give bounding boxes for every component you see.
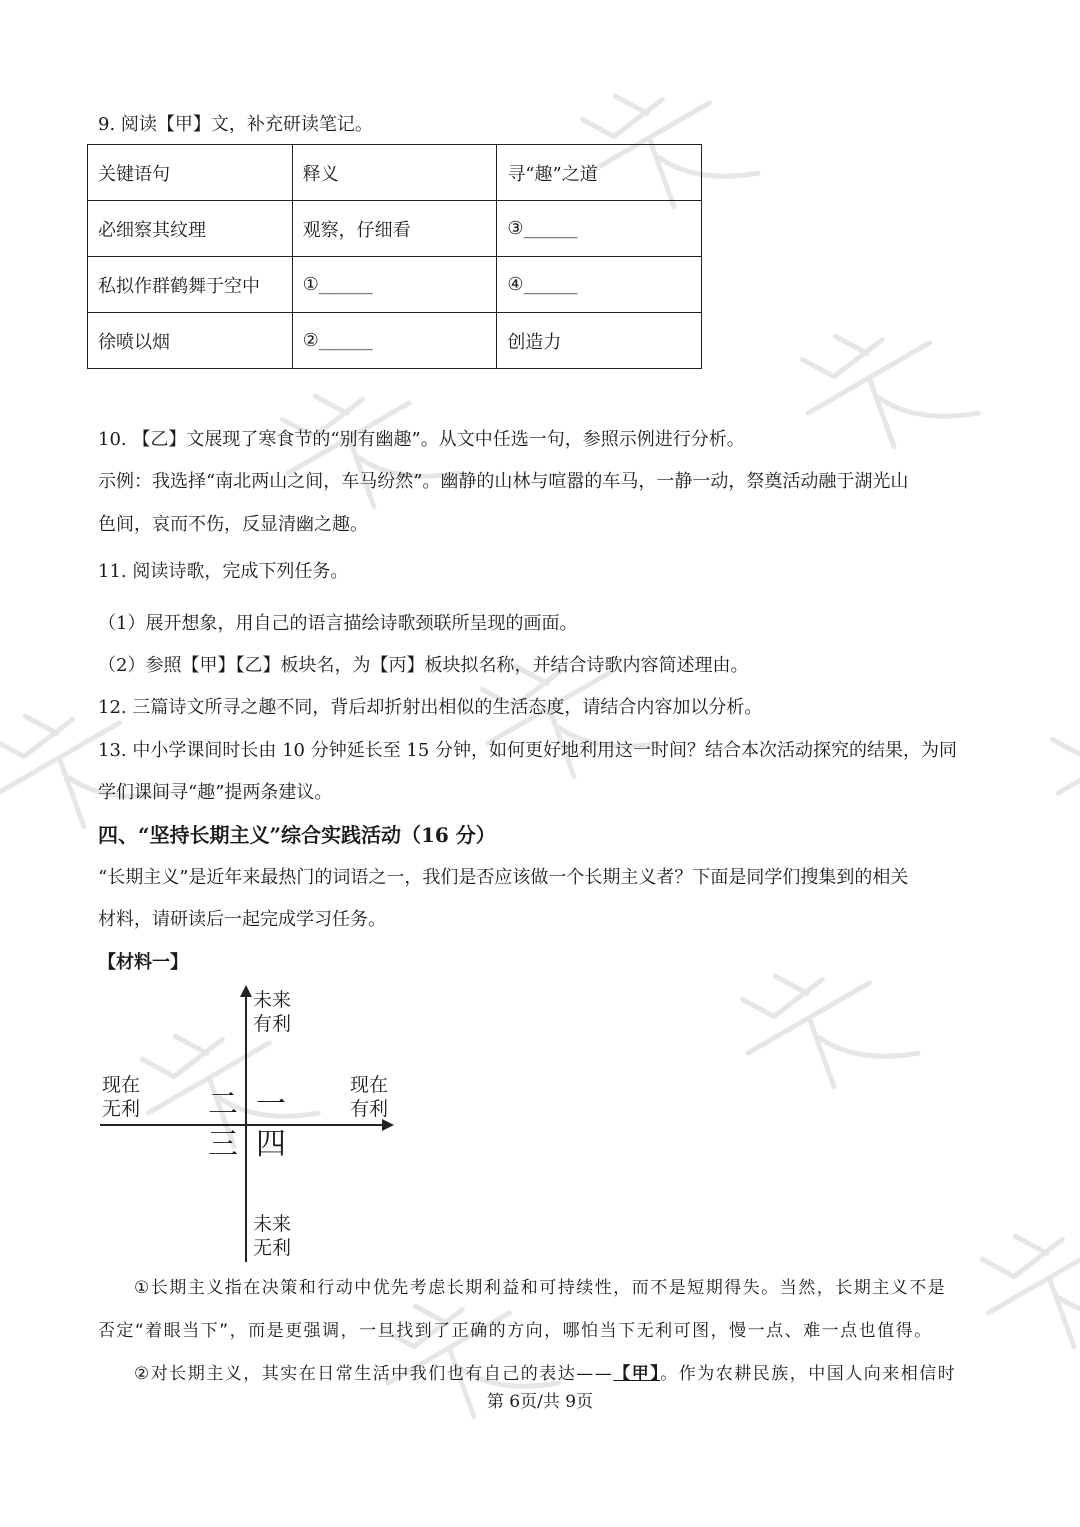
axis-label-top: 未来 有利 [253, 989, 292, 1035]
q11-sub1: （1）展开想象，用自己的语言描绘诗歌颈联所呈现的画面。 [98, 613, 578, 634]
table-cell: 观察，仔细看 [292, 201, 497, 257]
material1-p1-line2: 否定“着眼当下”，而是更强调，一旦找到了正确的方向，哪怕当下无利可图，慢一点、难一点也值得。 [98, 1321, 933, 1341]
quadrant-1: 一 [256, 1087, 286, 1122]
quadrant-2: 二 [208, 1087, 238, 1122]
material1-p2-line1 [134, 1362, 956, 1386]
quadrant-4: 四 [256, 1127, 286, 1162]
q10-prompt: 10. 【乙】文展现了寒食节的“别有幽趣”。从文中任选一句，参照示例进行分析。 [98, 429, 745, 450]
watermark-glyph [782, 294, 978, 484]
watermark-glyph [722, 934, 918, 1124]
q11-sub2: （2）参照【甲】【乙】板块名，为【丙】板块拟名称，并结合诗歌内容简述理由。 [98, 655, 749, 676]
material1-p2-text-a: ②对长期主义，其实在日常生活中我们也有自己的表达—— [134, 1364, 614, 1384]
vertical-axis [245, 990, 247, 1262]
table-header-cell: 释义 [292, 145, 497, 201]
watermark-glyph [1032, 674, 1080, 864]
q10-example-line2: 色间，哀而不伤，反显清幽之趣。 [98, 514, 368, 535]
page-footer: 第 6页/共 9页 [486, 1392, 594, 1412]
axis-label-left: 现在 无利 [102, 1074, 141, 1120]
quadrant-3: 三 [208, 1127, 238, 1162]
material1-p1-line1: ①长期主义指在决策和行动中优先考虑长期利益和可持续性，而不是短期得失。当然，长期主义不是 [134, 1278, 947, 1298]
vertical-axis-arrow [240, 985, 252, 997]
table-row [88, 201, 702, 257]
section-intro-line1: “长期主义”是近年来最热门的词语之一，我们是否应该做一个长期主义者？下面是同学们搜集到的相关 [98, 867, 909, 888]
axis-label-bottom: 未来 无利 [253, 1213, 292, 1259]
q12-prompt: 12. 三篇诗文所寻之趣不同，背后却折射出相似的生活态度，请结合内容加以分析。 [98, 697, 763, 718]
table-cell: ③______ [497, 201, 702, 257]
table-cell: ①______ [292, 257, 497, 313]
q13-line2: 学们课间寻“趣”提两条建议。 [98, 782, 333, 803]
table-cell: ④______ [497, 257, 702, 313]
table-cell: 必细察其纹理 [88, 201, 293, 257]
material1-p2-blank: 【甲】 [613, 1364, 661, 1384]
axis-label-right: 现在 有利 [350, 1074, 389, 1120]
table-cell: 徐喷以烟 [88, 313, 293, 369]
material1-p2-text-b: 。作为农耕民族，中国人向来相信时 [660, 1364, 957, 1384]
table-row [88, 257, 702, 313]
table-row [88, 313, 702, 369]
table-cell: 私拟作群鹤舞于空中 [88, 257, 293, 313]
section-intro-line2: 材料，请研读后一起完成学习任务。 [98, 909, 386, 930]
watermark-glyph [962, 1194, 1080, 1384]
table-header-cell: 寻“趣”之道 [497, 145, 702, 201]
table-header-cell: 关键语句 [88, 145, 293, 201]
horizontal-axis [100, 1124, 385, 1126]
reading-notes-table [87, 144, 702, 369]
q11-prompt: 11. 阅读诗歌，完成下列任务。 [98, 561, 349, 582]
table-cell: ②______ [292, 313, 497, 369]
q10-example-line1: 示例：我选择“南北两山之间，车马纷然”。幽静的山林与喧嚣的车马，一静一动，祭奠活动融于湖光山 [98, 471, 909, 492]
material-label: 【材料一】 [98, 952, 188, 973]
table-header-row [88, 145, 702, 201]
table-cell: 创造力 [497, 313, 702, 369]
q13-line1: 13. 中小学课间时长由 10 分钟延长至 15 分钟，如何更好地利用这一时间？结合本次活动探究的结果，为同 [98, 740, 958, 761]
q9-prompt: 9. 阅读【甲】文，补充研读笔记。 [98, 114, 373, 135]
section-title: 四、“坚持长期主义”综合实践活动（16 分） [98, 823, 496, 847]
